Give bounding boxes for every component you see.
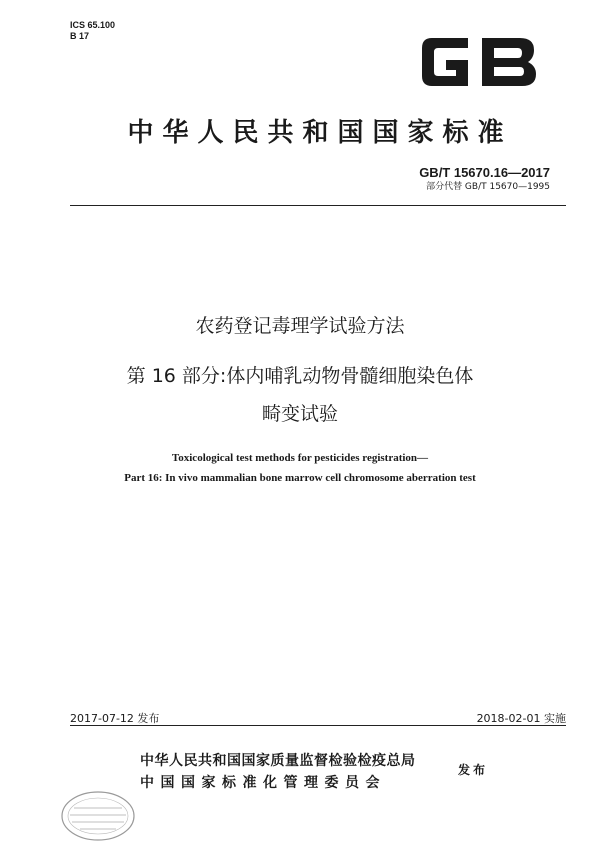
ccs-code: B 17 (70, 31, 90, 41)
national-standard-heading: 中华人民共和国国家标准 (127, 118, 513, 148)
standard-number-block (419, 165, 550, 193)
classification-codes (70, 20, 115, 42)
replaces-note: 部分代替 GB/T 15670—1995 (426, 182, 550, 192)
publisher-line-2: 中国国家标准化管理委员会 (140, 775, 386, 791)
top-divider (70, 205, 566, 206)
stamp-icon (58, 786, 138, 846)
issue-date: 2017-07-12 发布 (70, 712, 160, 725)
ics-code: ICS 65.100 (70, 20, 116, 30)
standard-number: GB/T 15670.16—2017 (419, 165, 550, 180)
gb-logo (418, 34, 540, 90)
title-zh-line-2: 第 16 部分:体内哺乳动物骨髓细胞染色体 (126, 365, 474, 387)
title-zh-line-3: 畸变试验 (261, 403, 338, 425)
publish-label: 发布 (458, 763, 489, 777)
title-zh-line-1: 农药登记毒理学试验方法 (195, 315, 405, 337)
implementation-date: 2018-02-01 实施 (476, 712, 566, 725)
title-en-line-2: Part 16: In vivo mammalian bone marrow cell chromosome aberration test (124, 472, 476, 484)
title-en-line-1: Toxicological test methods for pesticides registration— (171, 452, 429, 464)
bottom-divider (70, 725, 566, 726)
publisher-line-1: 中华人民共和国国家质量监督检验检疫总局 (140, 753, 416, 769)
